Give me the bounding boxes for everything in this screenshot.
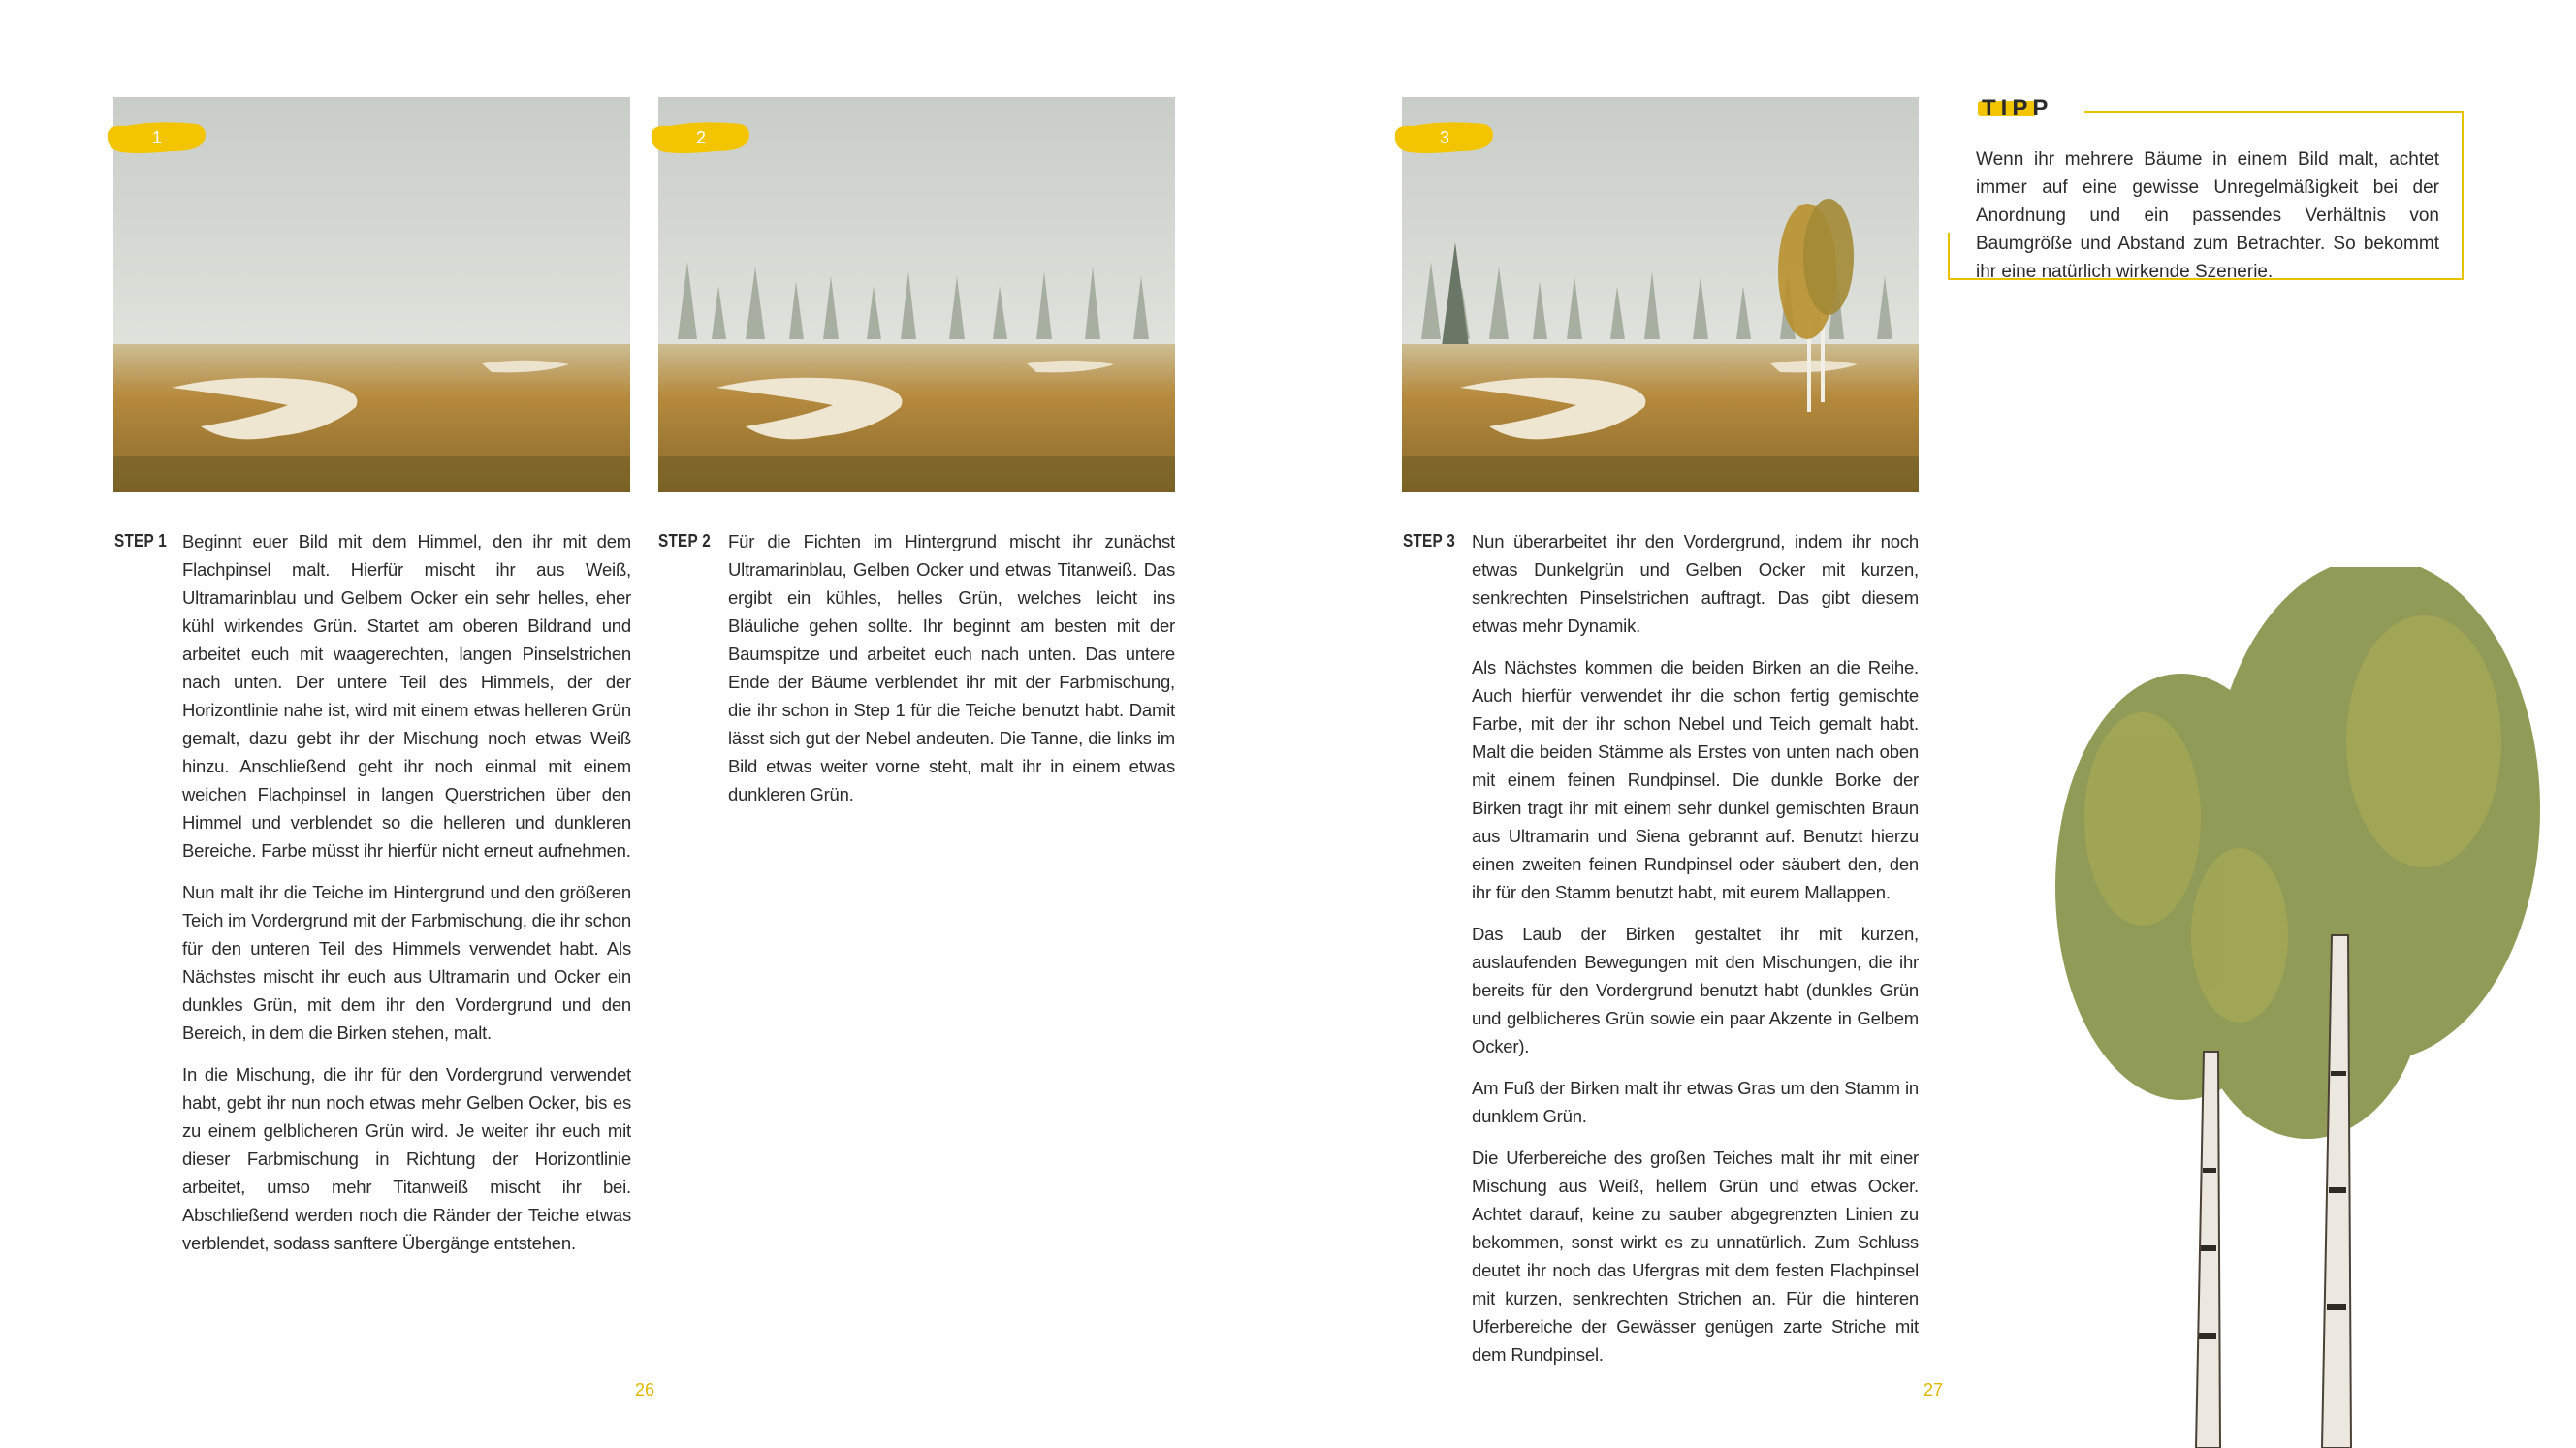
step-badge-2: 2	[648, 116, 754, 159]
tip-border-left	[1948, 233, 1950, 280]
step-3-paragraph: Am Fuß der Birken malt ihr etwas Gras um den Stamm in dunklem Grün.	[1472, 1078, 1919, 1126]
step-3-paragraph: Das Laub der Birken gestaltet ihr mit kurzen, auslaufenden Bewegungen mit den Mischungen, die ihr bereits für den Vordergrund benutzt habt (dunkles Grün und gelblicheres Grün sowie ein paar Akzente in Gelbem Ocker).	[1472, 924, 1919, 1056]
birch-trees-illustration	[2017, 567, 2576, 1448]
step-3-paragraph: Die Uferbereiche des großen Teiches malt ihr mit einer Mischung aus Weiß, hellem Grün und etwas Ocker. Achtet darauf, keine zu sauber abgegrenzten Linien zu bekommen, sonst wirkt es zu unnatürlich. Zum Schluss deutet ihr noch das Ufergras mit dem festen Flachpinsel mit kurzen, senkrechten Strichen an. Für die hinteren Uferbereiche der Gewässer genügen zarte Striche mit dem Rundpinsel.	[1472, 1148, 1919, 1365]
step-2-paragraph: Für die Fichten im Hintergrund mischt ihr zunächst Ultramarinblau, Gelben Ocker und etwas Titanweiß. Das ergibt ein kühles, helles Grün, welches leicht ins Bläuliche gehen sollte. Ihr beginnt am besten mit der Baumspitze und arbeitet euch nach unten. Das untere Ende der Bäume verblendet ihr mit der Farbmischung, die ihr schon in Step 1 für die Teiche benutzt habt. Damit lässt sich gut der Nebel andeuten. Die Tanne, die links im Bild etwas weiter vorne steht, malt ihr in einem etwas dunkleren Grün.	[728, 531, 1175, 804]
page-number-right: 27	[1924, 1380, 1944, 1400]
step-badge-3: 3	[1391, 116, 1498, 159]
step-1-paragraph: Nun malt ihr die Teiche im Hintergrund und den größeren Teich im Vordergrund mit der Farbmischung, die ihr schon für den unteren Teil des Himmels verwendet habt. Als Nächstes mischt ihr euch aus Ultramarin und Ocker ein dunkles Grün, mit dem ihr den Vordergrund und den Bereich, in dem die Birken stehen, malt.	[182, 882, 631, 1043]
step-1-label: STEP 1	[114, 531, 167, 551]
step-3-label: STEP 3	[1403, 531, 1455, 551]
step-3-paragraph: Als Nächstes kommen die beiden Birken an die Reihe. Auch hierfür verwendet ihr die schon fertig gemischte Farbe, mit der ihr schon Nebel und Teich gemalt habt. Malt die beiden Stämme als Erstes von unten nach oben mit einem feinen Rundpinsel. Die dunkle Borke der Birken tragt ihr mit einem sehr dunkel gemischten Braun aus Ultramarin und Siena gebrannt auf. Benutzt hierzu einen zweiten feinen Rundpinsel oder säubert den, den ihr für den Stamm benutzt habt, mit eurem Mallappen.	[1472, 657, 1919, 902]
step-2-text	[728, 527, 1175, 822]
step-2-label: STEP 2	[658, 531, 711, 551]
page-number-left: 26	[635, 1380, 655, 1400]
step-3-paragraph: Nun überarbeitet ihr den Vordergrund, indem ihr noch etwas Dunkelgrün und Gelben Ocker mit kurzen, senkrechten Pinselstrichen auftragt. Das gibt diesem etwas mehr Dynamik.	[1472, 531, 1919, 636]
step-1-paragraph: Beginnt euer Bild mit dem Himmel, den ihr mit dem Flachpinsel malt. Hierfür mischt ihr aus Weiß, Ultramarinblau und Gelbem Ocker ein sehr helles, eher kühl wirkendes Grün. Startet am oberen Bildrand und arbeitet euch mit waagerechten, langen Pinselstrichen nach unten. Der untere Teil des Himmels, der der Horizontlinie nahe ist, wird mit einem etwas helleren Grün gemalt, dazu gebt ihr der Mischung noch etwas Weiß hinzu. Anschließend geht ihr noch einmal mit einem weichen Flachpinsel in langen Querstrichen über den Himmel und verblendet so die helleren und dunkleren Bereiche. Farbe müsst ihr hierfür nicht erneut aufnehmen.	[182, 531, 631, 861]
step-3-text	[1472, 527, 1919, 1382]
tip-text: Wenn ihr mehrere Bäume in einem Bild malt, achtet immer auf eine gewisse Unregelmäßigkeit bei der Anordnung und ein passendes Verhältnis von Baumgröße und Abstand zum Betrachter. So bekommt ihr eine natürlich wirkende Szenerie.	[1976, 149, 2439, 282]
step-1-paragraph: In die Mischung, die ihr für den Vordergrund verwendet habt, gebt ihr nun noch etwas mehr Gelben Ocker, bis es zu einem gelblicheren Grün wird. Je weiter ihr euch mit dieser Farbmischung in Richtung der Horizontlinie arbeitet, umso mehr Titanweiß mischt ihr bei. Abschließend werden noch die Ränder der Teiche etwas verblendet, sodass sanftere Übergänge entstehen.	[182, 1064, 631, 1253]
step-badge-1: 1	[104, 116, 210, 159]
tip-title: TIPP	[1982, 95, 2053, 121]
step-1-text	[182, 527, 631, 1271]
